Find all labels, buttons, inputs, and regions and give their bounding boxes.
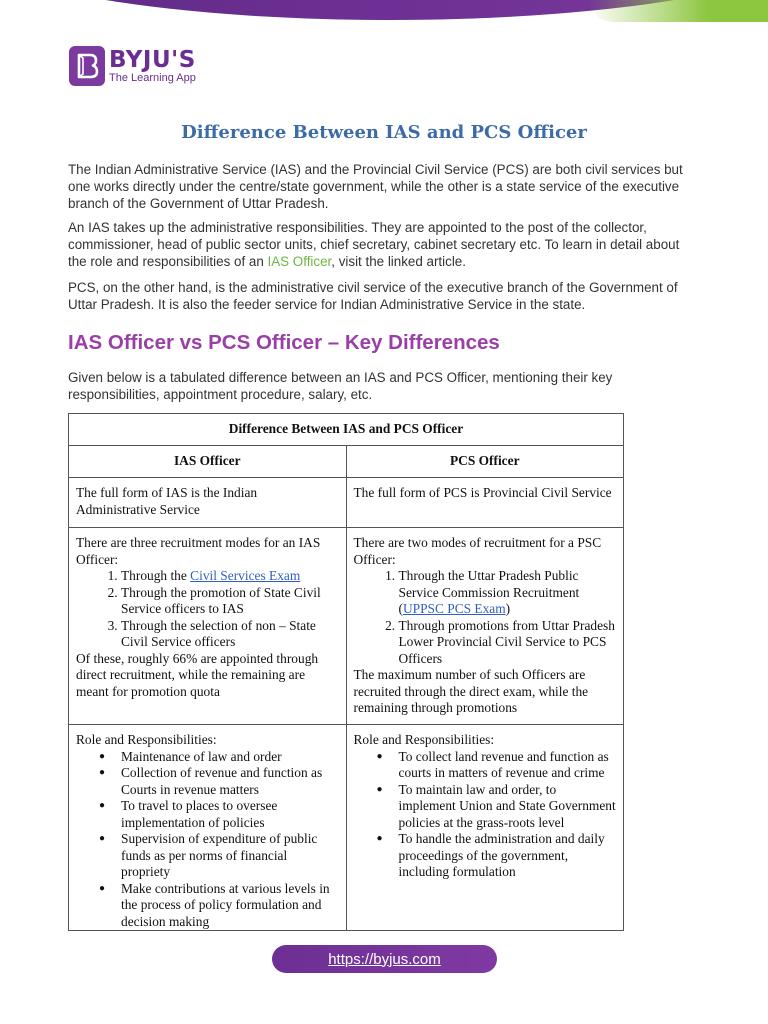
uppsc-pcs-exam-link[interactable]: UPPSC PCS Exam xyxy=(402,601,506,616)
list-item: 2. Through the promotion of State Civil Service officers to IAS xyxy=(121,585,339,618)
ias-fullform-cell: The full form of IAS is the Indian Administrative Service xyxy=(69,478,347,528)
intro-paragraph-2: An IAS takes up the administrative responsibilities. They are appointed to the post of the collector, commissioner, head of public sector units, chief secretary, cabinet secretary etc. To learn in detail about the role and responsibilities of an IAS Officer, visit the linked article. xyxy=(68,220,680,269)
comparison-table xyxy=(68,413,624,931)
brand-logo[interactable] xyxy=(69,46,196,86)
brand-name: BYJU'S xyxy=(109,46,196,73)
list-item: ● Make contributions at various levels in the process of policy formulation and decision making xyxy=(121,881,339,931)
list-item: ● To travel to places to oversee implementation of policies xyxy=(121,798,339,831)
pcs-fullform-cell: The full form of PCS is Provincial Civil Service xyxy=(346,478,624,528)
civil-services-exam-link[interactable]: Civil Services Exam xyxy=(190,568,301,583)
list-item: 1. Through the Uttar Pradesh Public Service Commission Recruitment (UPPSC PCS Exam) xyxy=(399,568,617,618)
list-item: ● Collection of revenue and function as Courts in revenue matters xyxy=(121,765,339,798)
ias-recruitment-outro: Of these, roughly 66% are appointed through direct recruitment, while the remaining are meant for promotion quota xyxy=(76,650,319,699)
pcs-recruitment-intro: There are two modes of recruitment for a PSC Officer: xyxy=(353,535,602,567)
intro-paragraph-3: PCS, on the other hand, is the administrative civil service of the executive branch of the Government of Uttar Pradesh. It is also the feeder service for Indian Administrative Service in the state. xyxy=(68,280,678,312)
table-row xyxy=(69,725,624,931)
table-caption: Difference Between IAS and PCS Officer xyxy=(69,414,624,446)
intro-paragraph-1: The Indian Administrative Service (IAS) and the Provincial Civil Service (PCS) are both civil services but one works directly under the centre/state government, while the other is a state service of the executive branch of the Government of Uttar Pradesh. xyxy=(68,162,683,211)
list-item: ● To maintain law and order, to implement Union and State Government policies at the grass-roots level xyxy=(399,782,617,832)
pcs-recruitment-outro: The maximum number of such Officers are recruited through the direct exam, while the remaining through promotions xyxy=(353,667,589,715)
ias-recruitment-list xyxy=(76,568,339,651)
ias-roles-cell xyxy=(69,725,347,931)
ias-roles-label: Role and Responsibilities: xyxy=(76,732,217,747)
list-item: ● Maintenance of law and order xyxy=(121,749,339,766)
footer-url-link[interactable]: https://byjus.com xyxy=(272,945,497,973)
section-heading: IAS Officer vs PCS Officer – Key Differences xyxy=(68,331,500,354)
list-item: ● Supervision of expenditure of public funds as per norms of financial propriety xyxy=(121,831,339,881)
list-item: 1. Through the Civil Services Exam xyxy=(121,568,339,585)
pcs-recruitment-list xyxy=(354,568,617,667)
table-row xyxy=(69,528,624,725)
pcs-roles-label: Role and Responsibilities: xyxy=(353,732,495,747)
table-header-ias: IAS Officer xyxy=(69,446,347,478)
table-header-row xyxy=(69,446,624,478)
top-bar-green-band xyxy=(588,0,768,22)
section-lead-paragraph: Given below is a tabulated difference between an IAS and PCS Officer, mentioning their key responsibilities, appointment procedure, salary, etc. xyxy=(68,370,613,402)
top-decorative-bar xyxy=(0,0,768,22)
byjus-logo-icon xyxy=(69,46,105,86)
ias-recruitment-cell xyxy=(69,528,347,725)
ias-roles-list xyxy=(76,749,339,931)
table-row xyxy=(69,478,624,528)
ias-recruitment-intro: There are three recruitment modes for an IAS Officer: xyxy=(76,535,321,567)
ias-officer-link[interactable]: IAS Officer xyxy=(267,254,332,269)
table-header-pcs: PCS Officer xyxy=(346,446,624,478)
page-title: Difference Between IAS and PCS Officer xyxy=(181,122,587,143)
list-item: 3. Through the selection of non – State Civil Service officers xyxy=(121,618,339,651)
pcs-roles-list xyxy=(354,749,617,881)
list-item: 2. Through promotions from Uttar Pradesh Lower Provincial Civil Service to PCS Officers xyxy=(399,618,617,668)
table-caption-row xyxy=(69,414,624,446)
pcs-roles-cell xyxy=(346,725,624,931)
list-item: ● To handle the administration and daily proceedings of the government, including formulation xyxy=(399,831,617,881)
brand-tagline: The Learning App xyxy=(109,71,196,84)
list-item: ● To collect land revenue and function as courts in matters of revenue and crime xyxy=(399,749,617,782)
pcs-recruitment-cell xyxy=(346,528,624,725)
